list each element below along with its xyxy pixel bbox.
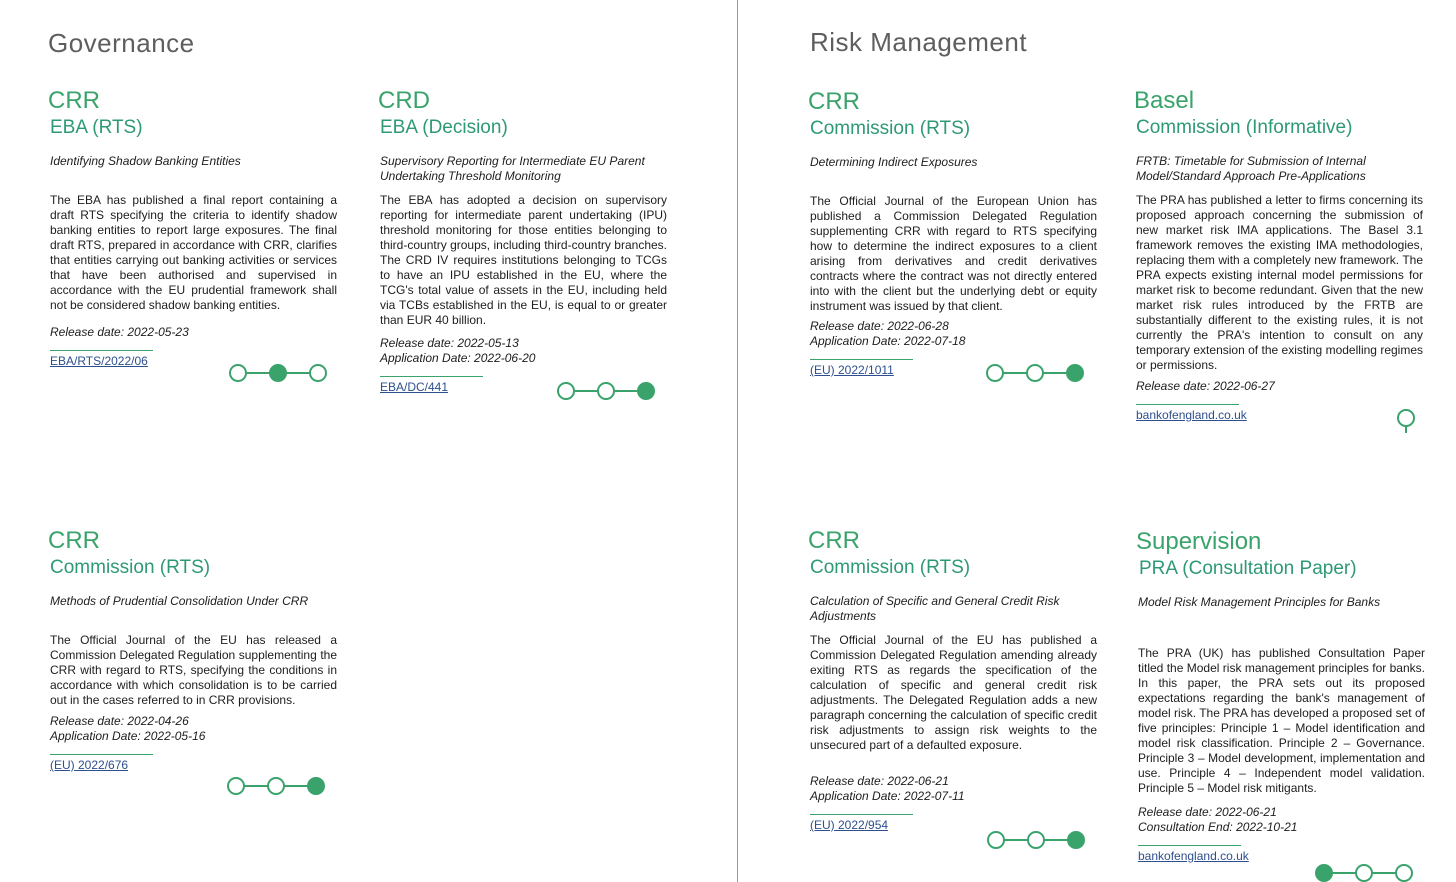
topic-title: Supervisory Reporting for Intermediate EU Parent Undertaking Threshold Monitoring xyxy=(380,154,645,183)
release-date: Release date: 2022-06-28 xyxy=(810,319,949,333)
card-body: The PRA has published a letter to firms concerning its proposed approach concerning the submission of new market risk IMA applications. The Basel 3.1 framework removes the existing IMA methodologies, replacing them with a completely new framework. The PRA expects existing internal model permissions for market risk to become redundant. Given that the new market risk rules introduced by the FRTB are substantially different to the existing rules, it is not currently the PRA's intention to consult on any temporary extension of the existing modelling regimes or permissions. xyxy=(1136,193,1423,372)
topic-title: FRTB: Timetable for Submission of Internal Model/Standard Approach Pre-Applications xyxy=(1136,154,1366,183)
reference-link[interactable]: EBA/DC/441 xyxy=(380,376,448,394)
topic-title: Model Risk Management Principles for Banks xyxy=(1138,595,1381,609)
progress-node-2 xyxy=(598,383,614,399)
card-dates xyxy=(810,319,1097,349)
card-crd-ipu-threshold xyxy=(378,88,667,396)
progress-node-2 xyxy=(270,365,286,381)
card-supervision-model-risk xyxy=(1136,529,1425,865)
progress-node-3 xyxy=(310,365,326,381)
progress-tracker xyxy=(1314,863,1418,882)
section-title-risk-management: Risk Management xyxy=(810,27,1028,57)
progress-tracker xyxy=(986,830,1090,852)
progress-node-3 xyxy=(1396,865,1412,881)
regulation-label: CRR xyxy=(808,88,860,115)
card-crr-prudential-consolidation xyxy=(48,528,337,774)
reference-link[interactable]: (EU) 2022/1011 xyxy=(810,359,894,377)
card-body: The EBA has adopted a decision on supervisory reporting for intermediate parent undertaking (IPU) threshold monitoring for those entities belonging to third-country groups, including third-country branches. The CRD IV requires institutions belonging to TCGs to have an IPU established in the EU, where the TCG's total value of assets in the EU, including held via TCBs established in the EU, is equal to or greater than EUR 40 billion. xyxy=(380,193,667,327)
card-crr-indirect-exposures xyxy=(808,89,1097,379)
consultation-end-date: Consultation End: 2022-10-21 xyxy=(1138,820,1298,834)
card-dates xyxy=(50,325,337,340)
reference-link[interactable]: (EU) 2022/954 xyxy=(810,814,888,832)
progress-node-3 xyxy=(1067,365,1083,381)
regulation-label: Basel xyxy=(1134,87,1195,114)
progress-tracker xyxy=(985,363,1089,385)
card-crr-shadow-banking xyxy=(48,88,337,370)
card-dates xyxy=(50,714,337,744)
topic-title: Determining Indirect Exposures xyxy=(810,155,978,169)
release-date: Release date: 2022-06-21 xyxy=(1138,805,1277,819)
reference-link[interactable]: bankofengland.co.uk xyxy=(1138,845,1249,863)
release-date: Release date: 2022-05-23 xyxy=(50,325,189,339)
progress-node-1 xyxy=(987,365,1003,381)
card-crr-credit-risk-adjustments xyxy=(808,528,1097,834)
application-date: Application Date: 2022-07-11 xyxy=(810,789,965,803)
reference-link[interactable]: bankofengland.co.uk xyxy=(1136,404,1247,422)
application-date: Application Date: 2022-07-18 xyxy=(810,334,966,348)
card-body: The EBA has published a final report containing a draft RTS specifying the criteria to identify shadow banking entities to report large exposures. The final draft RTS, prepared in accordance with CRR, clarifies that entities carrying out banking activities or services that have been authorised and supervised in accordance with the EU prudential framework shall not be considered shadow banking entities. xyxy=(50,193,337,312)
progress-tracker xyxy=(226,776,330,798)
card-dates xyxy=(810,774,1097,804)
issuer-label: Commission (RTS) xyxy=(50,557,211,578)
release-date: Release date: 2022-06-27 xyxy=(1136,379,1275,393)
issuer-label: PRA (Consultation Paper) xyxy=(1139,558,1357,579)
progress-node-3 xyxy=(308,778,324,794)
issuer-label: Commission (RTS) xyxy=(810,557,971,578)
progress-node-2 xyxy=(1356,865,1372,881)
progress-node-3 xyxy=(1068,832,1084,848)
progress-node-1 xyxy=(230,365,246,381)
progress-node-2 xyxy=(1027,365,1043,381)
reference-link[interactable]: EBA/RTS/2022/06 xyxy=(50,350,148,368)
topic-title: Methods of Prudential Consolidation Under CRR xyxy=(50,594,309,608)
progress-node-1 xyxy=(1316,865,1332,881)
regulation-label: Supervision xyxy=(1136,528,1262,555)
reference-link[interactable]: (EU) 2022/676 xyxy=(50,754,128,772)
page-divider xyxy=(737,0,738,882)
card-body: The Official Journal of the European Union has published a Commission Delegated Regulation supplementing CRR with regard to RTS specifying how to determine the indirect exposures to a client arising from derivatives and credit derivatives contracts where the contract was not directly entered into with the client but the underlying debt or equity instrument was issued by that client. xyxy=(810,194,1097,313)
regulation-label: CRR xyxy=(48,87,100,114)
progress-tracker xyxy=(228,363,332,385)
card-body: The Official Journal of the EU has released a Commission Delegated Regulation supplementing the CRR with regard to RTS, specifying the conditions in accordance with which consolidation is to be carried out in the cases referred to in CRR provisions. xyxy=(50,633,337,707)
topic-title: Identifying Shadow Banking Entities xyxy=(50,154,241,168)
release-date: Release date: 2022-04-26 xyxy=(50,714,189,728)
card-dates xyxy=(1136,379,1423,394)
progress-tracker-single xyxy=(1392,408,1420,434)
issuer-label: Commission (RTS) xyxy=(810,118,971,139)
progress-node-1 xyxy=(228,778,244,794)
section-title-governance: Governance xyxy=(48,28,195,58)
card-body: The PRA (UK) has published Consultation Paper titled the Model risk management principles for banks. In this paper, the PRA sets out its proposed expectations regarding the bank's management of model risk. The PRA has developed a proposed set of five principles: Principle 1 – Model identification and model risk classification. Principle 2 – Governance. Principle 3 – Model development, implementation and use. Principle 4 – Independent model validation. Principle 5 – Model risk mitigants. xyxy=(1138,646,1425,795)
progress-node-2 xyxy=(1028,832,1044,848)
issuer-label: EBA (RTS) xyxy=(50,117,143,138)
progress-node-3 xyxy=(638,383,654,399)
release-date: Release date: 2022-05-13 xyxy=(380,336,519,350)
application-date: Application Date: 2022-06-20 xyxy=(380,351,536,365)
regulation-label: CRD xyxy=(378,87,430,114)
issuer-label: Commission (Informative) xyxy=(1136,117,1353,138)
card-body: The Official Journal of the EU has published a Commission Delegated Regulation amending already exiting RTS as regards the specification of the calculation of specific and general credit risk adjustments. The Delegated Regulation adds a new paragraph concerning the calculation of specific credit risk adjustments to assign risk weights to the unsecured part of a defaulted exposure. xyxy=(810,633,1097,752)
issuer-label: EBA (Decision) xyxy=(380,117,508,138)
progress-tracker xyxy=(556,381,660,403)
regulation-label: CRR xyxy=(48,527,100,554)
regulation-label: CRR xyxy=(808,527,860,554)
progress-node-1 xyxy=(558,383,574,399)
topic-title: Calculation of Specific and General Credit Risk Adjustments xyxy=(810,594,1060,623)
application-date: Application Date: 2022-05-16 xyxy=(50,729,206,743)
progress-node-1 xyxy=(1398,410,1414,426)
progress-node-1 xyxy=(988,832,1004,848)
release-date: Release date: 2022-06-21 xyxy=(810,774,949,788)
card-basel-frtb xyxy=(1134,88,1423,424)
card-dates xyxy=(1138,805,1425,835)
progress-node-2 xyxy=(268,778,284,794)
card-dates xyxy=(380,336,667,366)
